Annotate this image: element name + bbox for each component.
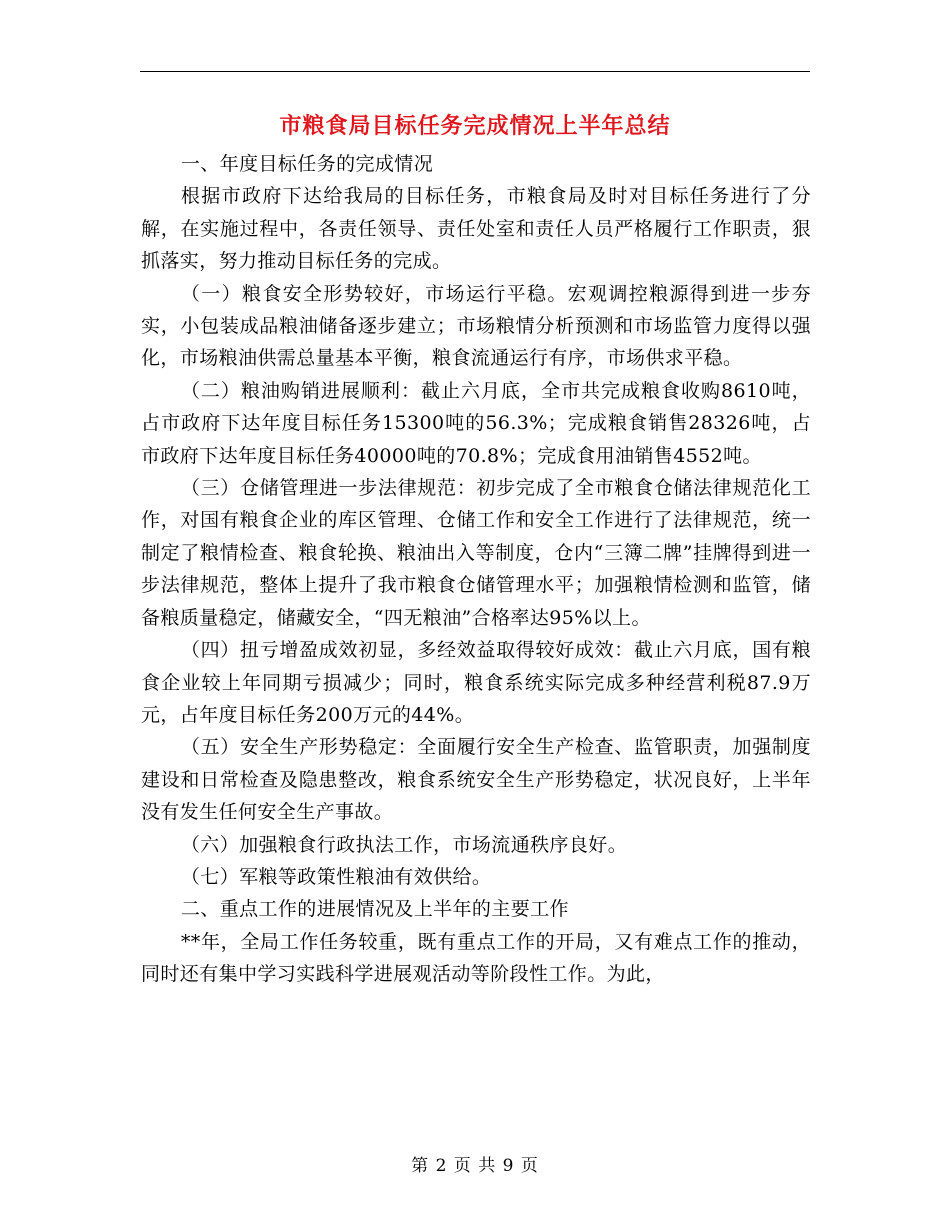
page-number: 第 2 页 共 9 页 <box>411 1156 539 1176</box>
paragraph-intro: 根据市政府下达给我局的目标任务，市粮食局及时对目标任务进行了分解，在实施过程中，各责任领导、责任处室和责任人员严格履行工作职责，狠抓落实，努力推动目标任务的完成。 <box>141 185 811 273</box>
paragraph-item-3: （三）仓储管理进一步法律规范：初步完成了全市粮食仓储法律规范化工作，对国有粮食企业的库区管理、仓储工作和安全工作进行了法律规范，统一制定了粮情检查、粮食轮换、粮油出入等制度，仓内“三簿二牌”挂牌得到进一步法律规范，整体上提升了我市粮食仓储管理水平；加强粮情检测和监管，储备粮质量稳定，储藏安全，“四无粮油”合格率达95%以上。 <box>141 477 811 629</box>
section-heading-2: 二、重点工作的进展情况及上半年的主要工作 <box>180 898 569 921</box>
paragraph-item-4: （四）扭亏增盈成效初显，多经效益取得较好成效：截止六月底，国有粮食企业较上年同期亏损减少；同时，粮食系统实际完成多种经营利税87.9万元，占年度目标任务200万元的44%。 <box>141 639 811 726</box>
section-heading-1: 一、年度目标任务的完成情况 <box>180 153 434 175</box>
paragraph-item-7: （七）军粮等政策性粮油有效供给。 <box>180 865 492 888</box>
page-footer <box>0 1154 950 1178</box>
paragraph-item-5: （五）安全生产形势稳定：全面履行安全生产检查、监管职责，加强制度建设和日常检查及隐患整改，粮食系统安全生产形势稳定，状况良好，上半年没有发生任何安全生产事故。 <box>141 736 811 824</box>
header-rule <box>140 71 810 72</box>
document-title: 市粮食局目标任务完成情况上半年总结 <box>279 113 671 139</box>
document-body <box>141 148 811 991</box>
paragraph-item-2: （二）粮油购销进展顺利：截止六月底，全市共完成粮食收购8610吨，占市政府下达年度目标任务15300吨的56.3%；完成粮食销售28326吨，占市政府下达年度目标任务40000吨的70.8%；完成食用油销售4552吨。 <box>141 379 811 467</box>
paragraph-section-2: **年，全局工作任务较重，既有重点工作的开局，又有难点工作的推动，同时还有集中学习实践科学进展观活动等阶段性工作。为此， <box>141 930 811 986</box>
paragraph-item-1: （一）粮食安全形势较好，市场运行平稳。宏观调控粮源得到进一步夯实，小包装成品粮油储备逐步建立；市场粮情分析预测和市场监管力度得以强化，市场粮油供需总量基本平衡，粮食流通运行有序，市场供求平稳。 <box>141 282 811 370</box>
paragraph-item-6: （六）加强粮食行政执法工作，市场流通秩序良好。 <box>180 833 628 856</box>
